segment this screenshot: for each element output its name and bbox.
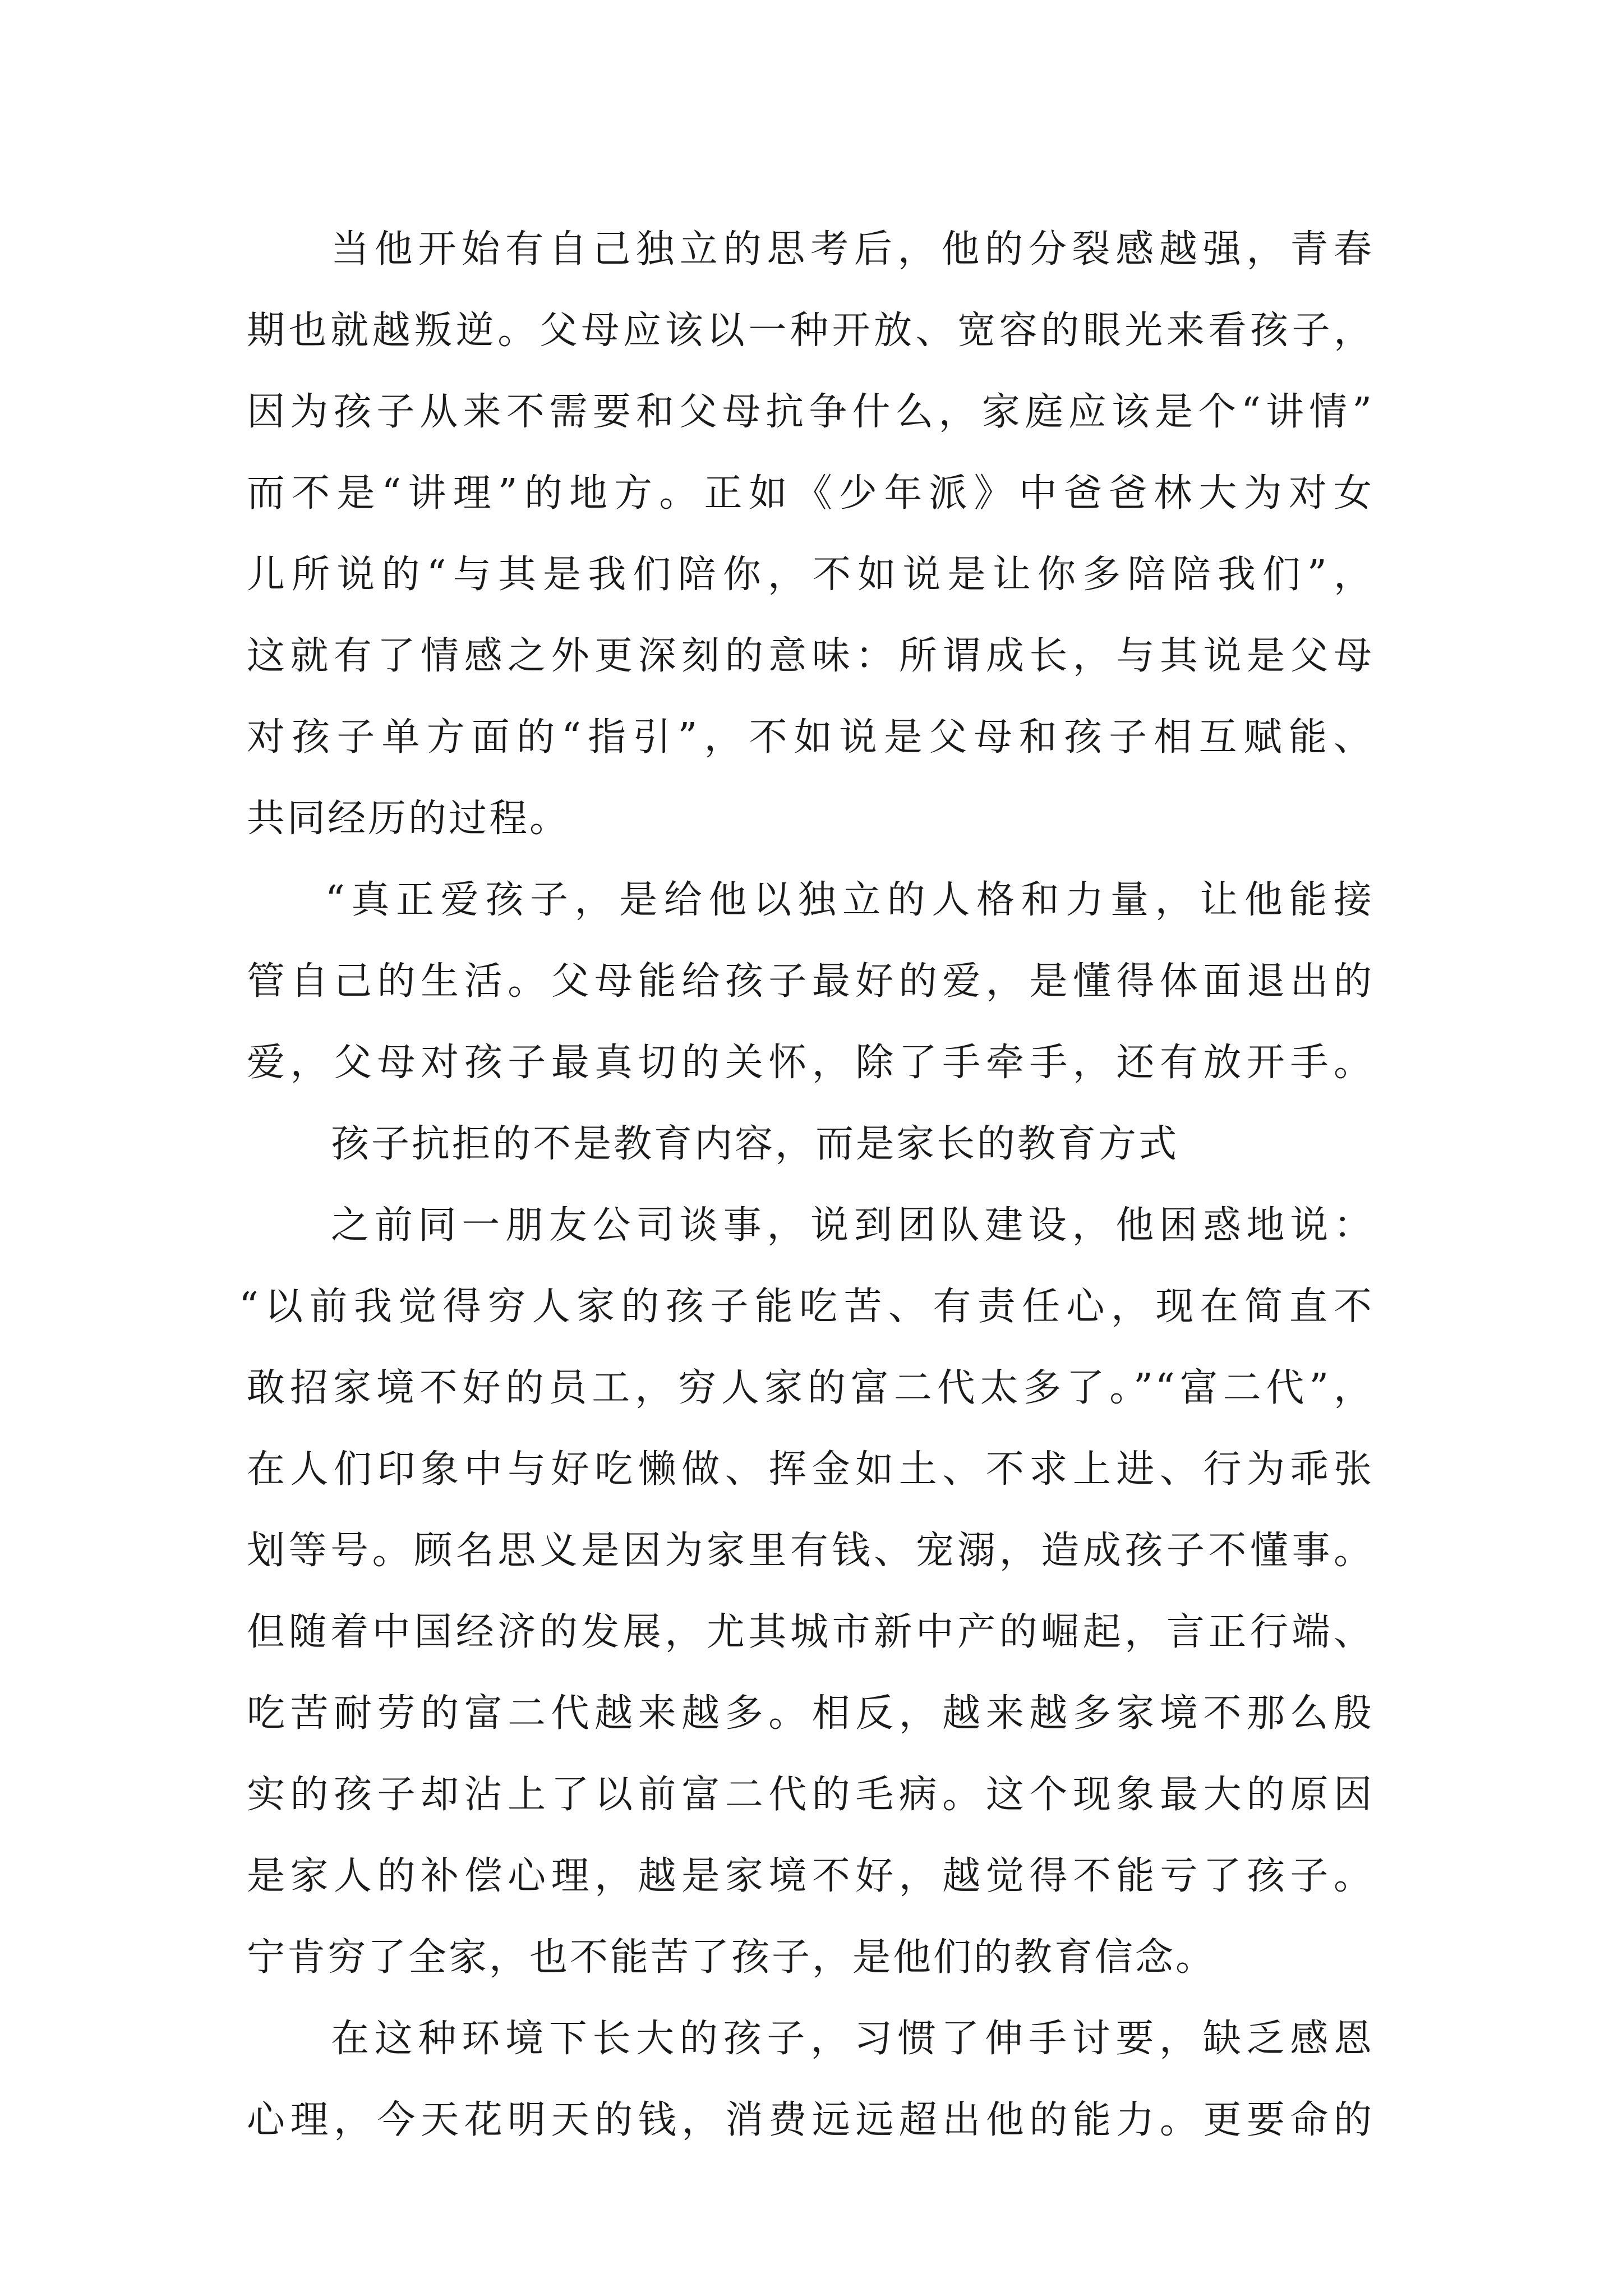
text-line: 这就有了情感之外更深刻的意味：所谓成长，与其说是父母 xyxy=(247,634,1374,678)
text-line: 爱，父母对孩子最真切的关怀，除了手牵手，还有放开手。 xyxy=(247,1041,1374,1085)
text-line: 期也就越叛逆。父母应该以一种开放、宽容的眼光来看孩子， xyxy=(247,309,1374,353)
section-heading: 孩子抗拒的不是教育内容，而是家长的教育方式 xyxy=(331,1122,1179,1166)
text-line: “以前我觉得穷人家的孩子能吃苦、有责任心，现在简直不 xyxy=(239,1285,1374,1329)
text-line: 儿所说的“与其是我们陪你，不如说是让你多陪陪我们”， xyxy=(247,553,1374,597)
text-line: 共同经历的过程。 xyxy=(247,797,570,841)
text-line: 之前同一朋友公司谈事，说到团队建设，他困惑地说： xyxy=(331,1203,1374,1248)
text-line: 划等号。顾名思义是因为家里有钱、宠溺，造成孩子不懂事。 xyxy=(247,1529,1374,1573)
text-line: 当他开始有自己独立的思考后，他的分裂感越强，青春 xyxy=(331,227,1374,272)
text-line: 管自己的生活。父母能给孩子最好的爱，是懂得体面退出的 xyxy=(247,959,1374,1004)
text-line: 心理，今天花明天的钱，消费远远超出他的能力。更要命的 xyxy=(247,2098,1374,2142)
text-line: 敢招家境不好的员工，穷人家的富二代太多了。”“富二代”， xyxy=(247,1366,1374,1410)
text-line: 在这种环境下长大的孩子，习惯了伸手讨要，缺乏感恩 xyxy=(331,2017,1374,2061)
text-line: 对孩子单方面的“指引”，不如说是父母和孩子相互赋能、 xyxy=(247,715,1374,760)
text-line: 吃苦耐劳的富二代越来越多。相反，越来越多家境不那么殷 xyxy=(247,1691,1374,1736)
text-line: 宁肯穷了全家，也不能苦了孩子，是他们的教育信念。 xyxy=(247,1935,1216,1980)
text-line: 因为孩子从来不需要和父母抗争什么，家庭应该是个“讲情” xyxy=(247,390,1374,434)
document-body xyxy=(239,209,1374,2161)
text-line: 实的孩子却沾上了以前富二代的毛病。这个现象最大的原因 xyxy=(247,1773,1374,1817)
text-line: 在人们印象中与好吃懒做、挥金如土、不求上进、行为乖张 xyxy=(247,1447,1374,1492)
text-line: 但随着中国经济的发展，尤其城市新中产的崛起，言正行端、 xyxy=(247,1610,1374,1654)
text-line: 是家人的补偿心理，越是家境不好，越觉得不能亏了孩子。 xyxy=(247,1854,1374,1898)
text-line: “真正爱孩子，是给他以独立的人格和力量，让他能接 xyxy=(325,878,1374,922)
text-line: 而不是“讲理”的地方。正如《少年派》中爸爸林大为对女 xyxy=(247,471,1374,516)
